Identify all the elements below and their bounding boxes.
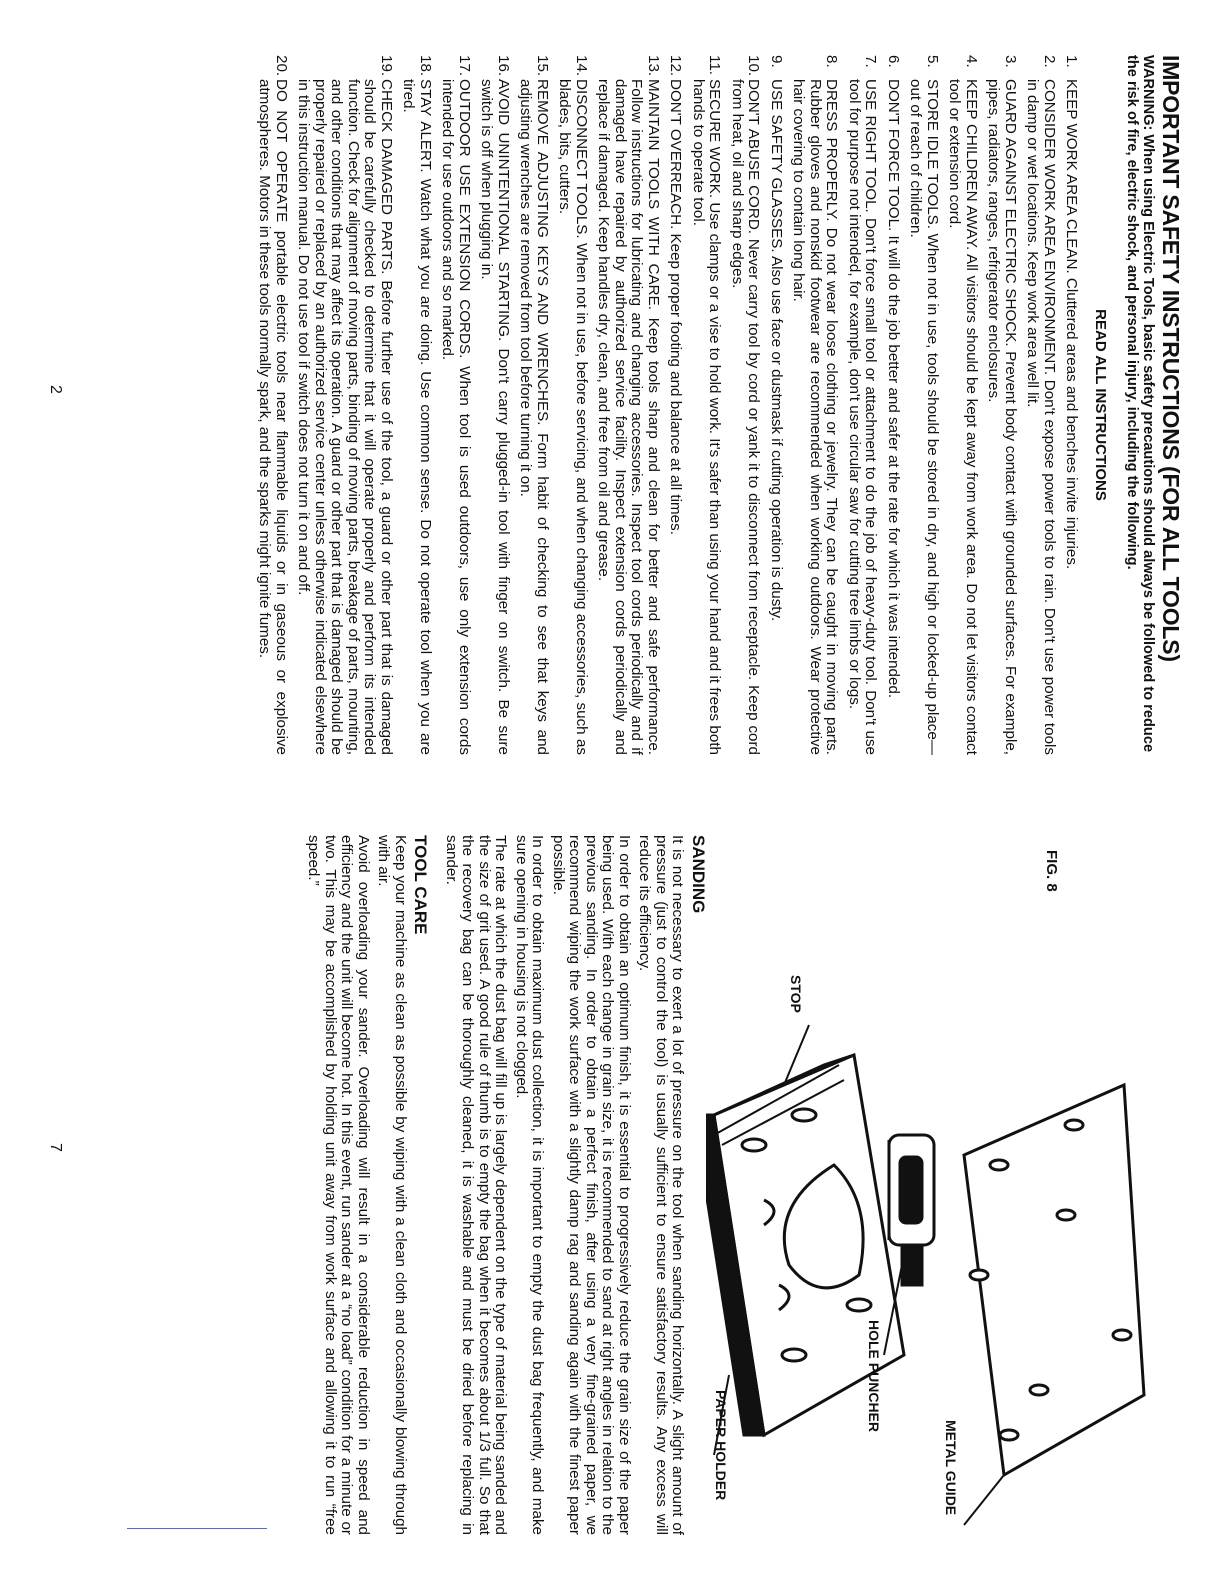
warning-block: [1124, 55, 1156, 755]
rule-text: GUARD AGAINST ELECTRIC SHOCK. Prevent body contact with grounded surfaces. For example, pipes, radiators, ranges, refrigerator enclosures.: [985, 79, 1019, 755]
rule-number: 14.: [573, 55, 590, 77]
rule-number: 16.: [495, 55, 512, 77]
page-number-right: 7: [47, 1143, 64, 1152]
rule-text: OUTDOOR USE EXTENSION CORDS. When tool is used outdoors, use only extension cords intended for use outdoors and so marked.: [439, 79, 473, 755]
label-hole-puncher: HOLE PUNCHER: [866, 1320, 882, 1433]
rule-text: CHECK DAMAGED PARTS. Before further use of the tool, a guard or other part that is damaged should be carefully checked to determine that it will operate properly and perform its intended function. Check for alignment of moving parts, binding of moving parts, breakage of parts, mounting, and other conditions that may affect its operation. A guard or other part that is damaged should be properly repaired or replaced by an authorized service center unless otherwise indicated elsewhere in this instruction manual. Do not use tool if switch does not turn it on and off.: [295, 79, 395, 755]
rule-number: 2.: [1041, 55, 1058, 68]
rule-text: CONSIDER WORK AREA ENVIRONMENT. Don't expose power tools to rain. Don't use power tools in damp or wet locations. Keep work area well lit.: [1024, 79, 1058, 755]
list-item: [595, 55, 661, 755]
rule-text: USE SAFETY GLASSES. Also use face or dustmask if cutting operation is dusty.: [768, 79, 785, 622]
list-item: [556, 55, 589, 755]
safety-instructions-page: [250, 55, 1184, 755]
rule-number: 15.: [534, 55, 551, 77]
sanding-paragraph: It is not necessary to exert a lot of pressure on the tool when sanding horizontally. A slight amount of pressure (just to control the tool) is usually sufficient to ensure satisfactory results. Any excess will reduce its efficiency.: [636, 835, 687, 1535]
rule-text: DON'T ABUSE CORD. Never carry tool by cord or yank it to disconnect from receptacle. Keep cord from heat, oil and sharp edges.: [729, 79, 763, 755]
rule-text: MAINTAIN TOOLS WITH CARE. Keep tools sharp and clean for better and safe performance. Follow instructions for lubricating and changing accessories. Inspect tool cords periodically and if damaged have repaired by authorized service facility. Inspect extension cords periodically and replace if damaged. Keep handles dry, clean, and free from oil and grease.: [595, 79, 662, 755]
rule-text: SECURE WORK. Use clamps or a vise to hold work. It's safer than using your hand and it frees both hands to operate tool.: [690, 79, 724, 755]
tool-care-paragraph: Keep your machine as clean as possible by wiping with a clean cloth and occasionally blowing through with air.: [375, 835, 409, 1535]
rule-number: 5.: [924, 55, 941, 68]
list-item: [1063, 55, 1080, 755]
tool-care-paragraph: Avoid overloading your sander. Overloading will result in a considerable reduction in speed and efficiency and the unit will become hot. In this event, run sander at a “no load” condition for a minute or two. This may be accomplished by holding unit away from work surface and allowing it to run “free speed.”: [305, 835, 372, 1535]
list-item: [846, 55, 879, 755]
scan-mark: [127, 1528, 267, 1529]
rule-text: STORE IDLE TOOLS. When not in use, tools should be stored in dry, and high or locked-up place—out of reach of children.: [907, 79, 941, 755]
sanding-heading: SANDING: [689, 835, 708, 914]
list-item: [1024, 55, 1057, 755]
safety-rules-list: [256, 55, 1080, 755]
figure-8: [706, 835, 1184, 1535]
rule-number: 4.: [963, 55, 980, 68]
label-stop: STOP: [788, 975, 804, 1013]
sanding-paragraph: The rate at which the dust bag will fill up is largely dependent on the type of material being sanded and the size of grit used. A good rule of thumb is to empty the bag when it becomes about 1/3 full. So that the recovery bag can be thoroughly cleaned, it is washable and must be dried before replacing in sander.: [443, 835, 510, 1535]
list-item: [907, 55, 940, 755]
list-item: [790, 55, 840, 755]
read-all-heading: READ ALL INSTRUCTIONS: [1092, 309, 1109, 501]
hole-puncher: [889, 1135, 934, 1285]
list-item: [885, 55, 902, 755]
warning-label: WARNING:: [1140, 55, 1156, 131]
sanding-paragraph: In order to obtain an optimum finish, it is essential to progressively reduce the grain size of the paper being used. With each change in grain size, it is recommended to sand at right angles in relation to the previous sanding. In order to obtain a perfect finish, after using a very fine-grained paper, we recommend wiping the work surface with a slightly damp rag and sanding again with the finest paper possible.: [550, 835, 633, 1535]
figure-title: FIG. 8: [1043, 850, 1060, 892]
sanding-paragraph: In order to obtain maximum dust collection, it is important to empty the dust bag frequently, and make sure opening in housing is not clogged.: [513, 835, 547, 1535]
list-item: [517, 55, 550, 755]
list-item: [729, 55, 762, 755]
rule-number: 18.: [417, 55, 434, 77]
rule-text: REMOVE ADJUSTING KEYS AND WRENCHES. Form habit of checking to see that keys and adjusting wrenches are removed from tool before turning it on.: [517, 79, 551, 755]
list-item: [478, 55, 511, 755]
rule-text: DRESS PROPERLY. Do not wear loose clothing or jewelry. They can be caught in moving parts. Rubber gloves and nonskid footwear are recommended when working outdoors. Wear protective hair covering to contain long hair.: [790, 79, 841, 755]
metal-guide-plate: [964, 1085, 1144, 1475]
rule-number: 6.: [885, 55, 902, 68]
rule-number: 3.: [1002, 55, 1019, 68]
list-item: [690, 55, 723, 755]
list-item: [439, 55, 472, 755]
list-item: [400, 55, 433, 755]
warning-text: When using Electric Tools, basic safety precautions should always be followed to reduce the risk of fire, electric shock, and personal injury, including the following.: [1124, 55, 1156, 753]
list-item: [985, 55, 1018, 755]
rule-number: 19.: [378, 55, 395, 77]
rule-number: 20.: [273, 55, 290, 77]
list-item: [295, 55, 394, 755]
rule-text: KEEP WORK AREA CLEAN. Cluttered areas and benches invite injuries.: [1063, 79, 1081, 570]
rule-number: 1.: [1063, 55, 1081, 68]
page-number-left: 2: [47, 385, 64, 394]
list-item: [256, 55, 289, 755]
rule-text: DISCONNECT TOOLS. When not in use, before servicing, and when changing accessories, such as blades, bits, cutters.: [556, 79, 590, 755]
rule-text: AVOID UNINTENTIONAL STARTING. Don't carry plugged-in tool with finger on switch. Be sure switch is off when plugging in.: [478, 79, 512, 755]
rule-text: DON'T FORCE TOOL. It will do the job better and safer at the rate for which it was intended.: [885, 79, 902, 699]
rule-number: 11.: [706, 55, 724, 75]
list-item: [768, 55, 785, 755]
rule-number: 12.: [667, 55, 685, 77]
rule-number: 8.: [823, 55, 841, 68]
rule-number: 10.: [745, 55, 763, 77]
list-item: [667, 55, 684, 755]
list-item: [946, 55, 979, 755]
label-metal-guide: METAL GUIDE: [943, 1420, 959, 1516]
rule-text: STAY ALERT. Watch what you are doing. Use common sense. Do not operate tool when you are tired.: [400, 79, 434, 755]
sanding-tool-care-page: [301, 835, 1184, 1535]
rule-text: KEEP CHILDREN AWAY. All visitors should be kept away from work area. Do not let visitors contact tool or extension cord.: [946, 79, 980, 755]
rule-number: 13.: [645, 55, 662, 77]
rule-text: USE RIGHT TOOL. Don't force small tool or attachment to do the job of heavy-duty tool. Don't use tool for purpose not intended, for example, don't use circular saw for cutting tree limbs or logs.: [846, 79, 880, 755]
rule-number: 7.: [862, 55, 880, 68]
tool-care-heading: TOOL CARE: [411, 835, 431, 935]
label-paper-holder: PAPER HOLDER: [713, 1390, 729, 1501]
rule-number: 9.: [768, 55, 785, 68]
rule-text: DO NOT OPERATE portable electric tools near flammable liquids or in gaseous or explosive atmospheres. Motors in these tools normally spark, and the sparks might ignite fumes.: [256, 79, 290, 755]
rule-number: 17.: [456, 55, 473, 77]
rule-text: DON'T OVERREACH. Keep proper footing and balance at all times.: [667, 79, 685, 535]
page-title: IMPORTANT SAFETY INSTRUCTIONS (FOR ALL TOOLS): [1158, 55, 1184, 662]
